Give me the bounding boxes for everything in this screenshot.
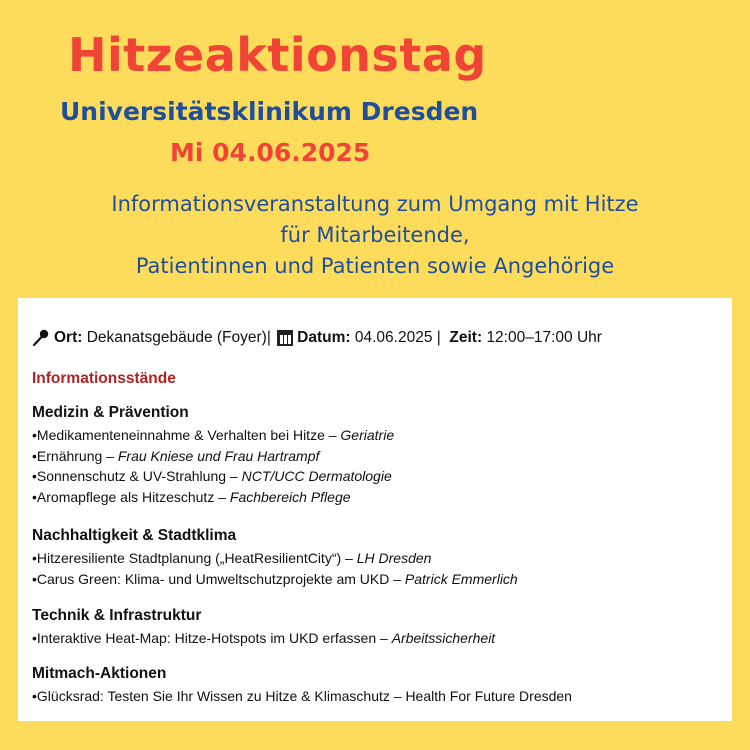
list-item: •Aromapflege als Hitzeschutz – Fachbereich Pflege — [32, 488, 351, 505]
description-line-3: Patientinnen und Patienten sowie Angehörige — [135, 254, 615, 278]
list-item: •Hitzeresiliente Stadtplanung („HeatResilientCity“) – LH Dresden — [32, 550, 432, 566]
list-item: •Carus Green: Klima- und Umweltschutzprojekte am UKD – Patrick Emmerlich — [32, 570, 518, 587]
list-item: •Ernährung – Frau Kniese und Frau Hartrampf — [32, 447, 320, 464]
location-label: Ort: — [54, 329, 83, 346]
event-description — [0, 189, 750, 282]
description-line-2: für Mitarbeitende, — [280, 223, 470, 247]
group-medizin — [32, 404, 722, 507]
group-title: Medizin & Prävention — [32, 404, 189, 421]
date-label: Datum: — [297, 329, 351, 346]
organization-name: Universitätsklinikum Dresden — [60, 97, 479, 126]
group-title: Technik & Infrastruktur — [32, 607, 202, 624]
list-item: •Sonnenschutz & UV-Strahlung – NCT/UCC Dermatologie — [32, 468, 392, 484]
group-title: Mitmach-Aktionen — [32, 665, 167, 682]
group-mitmach — [32, 665, 722, 707]
group-technik — [32, 607, 722, 649]
pin-icon — [32, 329, 50, 347]
info-line — [32, 329, 732, 347]
date-value: 04.06.2025 — [354, 329, 433, 346]
event-title: Hitzeaktionstag — [68, 28, 487, 82]
group-title: Nachhaltigkeit & Stadtklima — [32, 527, 237, 544]
list-item: •Interaktive Heat-Map: Hitze-Hotspots im UKD erfassen – Arbeitssicherheit — [32, 630, 496, 646]
list-item: •Medikamenteneinnahme & Verhalten bei Hitze – Geriatrie — [32, 427, 395, 443]
group-nachhaltigkeit — [32, 527, 722, 589]
list-item: •Glücksrad: Testen Sie Ihr Wissen zu Hitze & Klimaschutz – Health For Future Dresden — [32, 688, 572, 704]
program-card — [18, 298, 732, 721]
separator-1: | — [266, 329, 271, 346]
location-value: Dekanatsgebäude (Foyer) — [86, 329, 267, 346]
event-date: Mi 04.06.2025 — [170, 138, 371, 167]
time-label: Zeit: — [449, 329, 483, 346]
description-line-1: Informationsveranstaltung zum Umgang mit Hitze — [111, 192, 639, 216]
separator-2: | — [436, 329, 441, 346]
calendar-icon — [277, 330, 293, 346]
stands-heading: Informationsstände — [32, 370, 176, 387]
time-value: 12:00–17:00 Uhr — [486, 329, 602, 346]
